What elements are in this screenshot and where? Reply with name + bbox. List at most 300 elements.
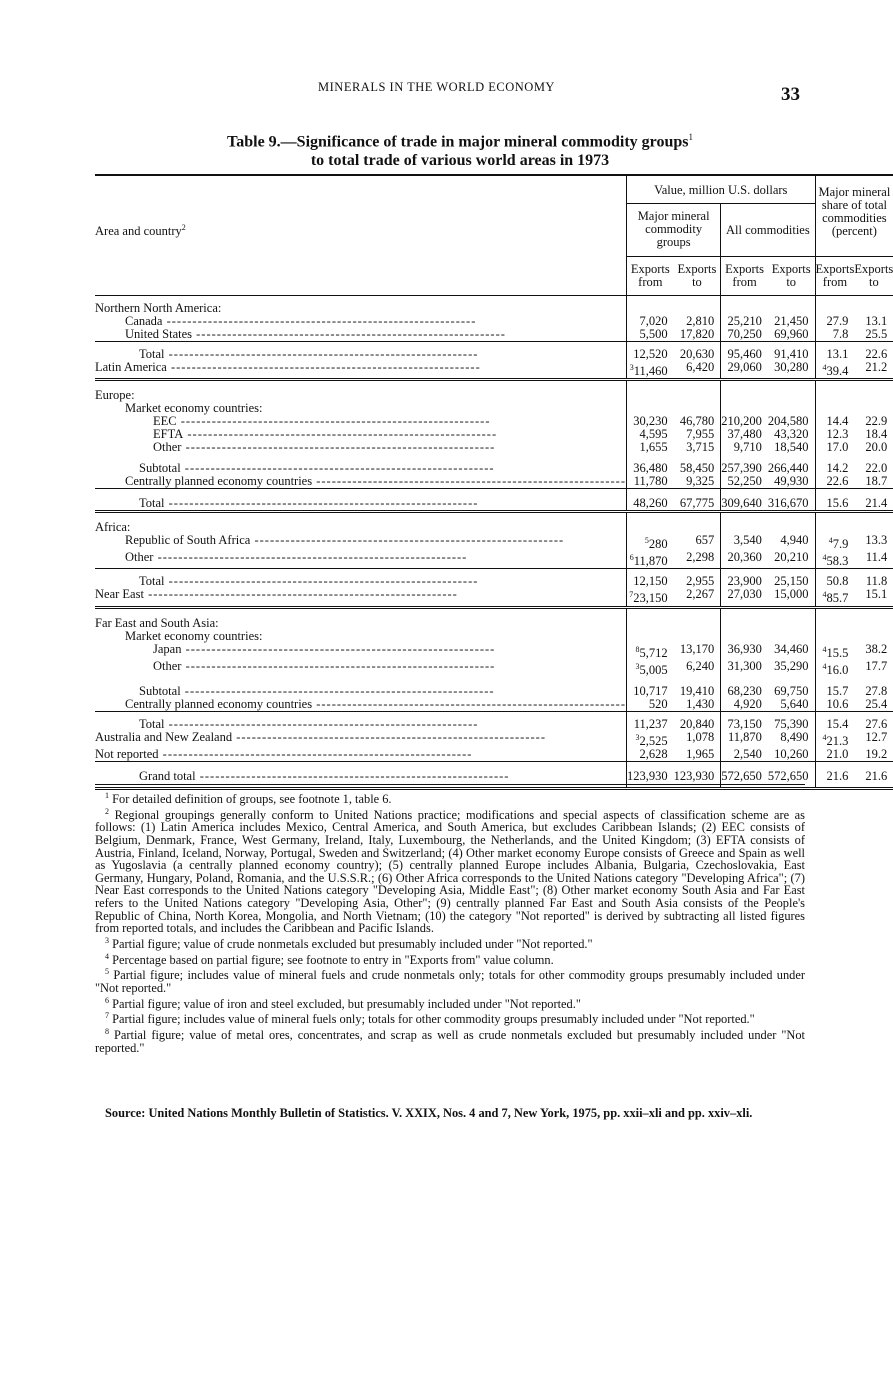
value-cell: 2,540	[721, 748, 768, 762]
value-cell: 1,965	[686, 747, 715, 762]
row-label-text: Other	[153, 658, 182, 673]
value-cell: 30,280	[774, 360, 809, 374]
leader-dots: ------------------------------------------------------------	[180, 461, 495, 476]
value-cell	[815, 588, 854, 607]
value-cell: 11.8	[854, 569, 893, 589]
value-text: 7.9	[832, 537, 849, 552]
value-text: 2,525	[639, 734, 668, 749]
value-cell: 6,420	[686, 360, 715, 374]
value-cell	[815, 534, 854, 551]
row-label	[95, 361, 627, 380]
value-cell: 13.1	[865, 314, 888, 328]
value-cell: 29,060	[721, 361, 768, 380]
value-text: 23,150	[633, 591, 668, 606]
row-label	[95, 328, 627, 342]
page-number: 33	[781, 84, 800, 105]
exports-from-header: Exports from	[721, 257, 768, 296]
empty-cell	[721, 512, 768, 535]
table-row	[95, 551, 893, 569]
exports-to-header: Exports to	[854, 262, 893, 289]
value-cell: 10,717	[627, 677, 674, 698]
leader-dots: ------------------------------------------------------------	[181, 641, 496, 656]
value-cell: 37,480	[721, 428, 768, 441]
value-text: 85.7	[826, 591, 849, 606]
value-text: 280	[648, 537, 668, 552]
value-cell	[627, 643, 674, 660]
table-row	[95, 489, 893, 512]
leader-dots: ------------------------------------------------------------	[164, 496, 479, 511]
table-row	[95, 731, 893, 748]
value-cell: 12.3	[815, 428, 854, 441]
value-cell	[815, 551, 854, 569]
value-cell: 15.6	[815, 489, 854, 512]
value-cell: 20,840	[674, 711, 721, 731]
value-cell: 27.8	[865, 683, 888, 698]
value-cell: 7.8	[815, 328, 854, 342]
value-cell: 4,595	[627, 428, 674, 441]
value-cell: 266,440	[767, 461, 809, 476]
row-label-text: Canada	[125, 314, 163, 328]
value-cell	[627, 731, 674, 748]
footnote-ref: 4	[822, 661, 827, 671]
row-label	[95, 731, 627, 748]
leader-dots: ------------------------------------------------------------	[181, 658, 496, 673]
value-cell: 22.9	[865, 414, 888, 429]
empty-cell	[768, 630, 815, 643]
value-cell: 520	[627, 698, 674, 712]
footnote-ref: 5	[644, 536, 649, 546]
row-label	[95, 660, 627, 677]
value-cell: 204,580	[767, 414, 809, 429]
row-label-text: Grand total	[139, 769, 196, 784]
value-text: 58.3	[826, 554, 849, 569]
exports-from-header: Exports from	[815, 257, 854, 296]
table-row	[95, 534, 893, 551]
empty-cell	[627, 630, 674, 643]
value-cell: 36,480	[627, 454, 674, 475]
value-cell: 20,630	[674, 342, 721, 362]
footnote-number: 8	[105, 1026, 109, 1036]
row-label-text: Total	[139, 496, 165, 511]
value-cell: 23,900	[721, 569, 768, 589]
footnote-text: Partial figure; value of crude nonmetals excluded but presumably included under "Not reported."	[112, 936, 593, 951]
share-header: Major mineral share of total commodities (percent)	[815, 175, 893, 257]
value-text: 5,005	[639, 662, 668, 677]
value-cell: 15.4	[815, 711, 854, 731]
empty-cell	[768, 512, 815, 535]
row-label	[95, 441, 627, 454]
row-label-text: Centrally planned economy countries	[125, 696, 313, 711]
footnote-number: 3	[105, 935, 109, 945]
empty-cell	[627, 512, 674, 535]
value-text: 21.3	[826, 734, 849, 749]
value-cell: 27.9	[815, 315, 854, 328]
value-cell: 48,260	[627, 489, 674, 512]
value-cell: 27.6	[854, 711, 893, 731]
row-label	[95, 748, 627, 762]
table-row	[95, 711, 893, 731]
empty-cell	[627, 296, 674, 316]
table-row	[95, 441, 893, 454]
table-row	[95, 643, 893, 660]
section-heading-row	[95, 296, 893, 316]
footnote-number: 1	[105, 791, 109, 800]
row-label-text: Not reported	[95, 747, 159, 762]
value-cell: 10,260	[774, 747, 809, 762]
row-label-text: Other	[125, 550, 154, 565]
value-cell: 25,210	[721, 315, 768, 328]
value-cell: 9,325	[686, 474, 715, 489]
value-cell: 13,170	[679, 641, 715, 656]
footnote	[95, 1026, 805, 1054]
empty-cell	[854, 512, 893, 535]
exports-to-header: Exports to	[771, 262, 811, 289]
value-cell: 31,300	[721, 660, 768, 677]
empty-cell	[854, 296, 893, 316]
table-title-line1: Table 9.—Significance of trade in major mineral commodity groups	[227, 133, 689, 151]
value-cell	[627, 588, 674, 607]
footnote-text: Percentage based on partial figure; see footnote to entry in "Exports from" value column.	[112, 952, 554, 967]
value-cell: 58,450	[679, 461, 715, 476]
section-heading-row	[95, 512, 893, 535]
value-cell: 67,775	[674, 489, 721, 512]
empty-cell	[854, 380, 893, 403]
empty-cell	[815, 296, 854, 316]
footnote-ref: 7	[629, 590, 634, 600]
empty-cell	[721, 380, 768, 403]
leader-dots: ------------------------------------------------------------	[176, 414, 491, 429]
value-cell: 123,930	[627, 762, 674, 789]
table-row	[95, 342, 893, 362]
empty-cell	[815, 607, 854, 630]
value-cell: 22.6	[854, 342, 893, 362]
exports-from-header: Exports from	[627, 257, 674, 296]
value-cell: 15,000	[774, 587, 809, 602]
leader-dots: ------------------------------------------------------------	[162, 314, 477, 328]
row-label-text: Total	[139, 347, 165, 361]
footnote-ref: 4	[822, 732, 827, 742]
row-label-text: Subtotal	[139, 683, 181, 698]
value-cell: 15.7	[815, 677, 854, 698]
leader-dots: ------------------------------------------------------------	[250, 533, 565, 548]
section-heading: Market economy countries:	[125, 401, 263, 416]
footnote-text: Partial figure; includes value of mineral fuels and crude nonmetals only; totals for other commodity groups presumably included under "Not reported."	[95, 968, 805, 995]
footnote-text: Partial figure; value of iron and steel excluded, but presumably included under "Not reported."	[112, 996, 581, 1011]
value-cell: 13.3	[865, 533, 888, 548]
value-cell: 13.1	[815, 342, 854, 362]
value-cell: 2,298	[686, 550, 715, 565]
running-head: MINERALS IN THE WORLD ECONOMY	[318, 80, 555, 94]
value-cell: 2,955	[674, 569, 721, 589]
value-text: 16.0	[826, 662, 849, 677]
row-label	[95, 569, 627, 589]
value-cell: 21.6	[815, 762, 854, 789]
value-cell: 25,150	[768, 569, 815, 589]
footnote	[95, 935, 805, 951]
value-cell: 35,290	[774, 658, 809, 673]
row-label-text: Latin America	[95, 360, 167, 374]
value-cell: 22.0	[865, 461, 888, 476]
value-cell: 18,540	[774, 440, 809, 455]
empty-cell	[768, 380, 815, 403]
footnote-text: Regional groupings generally conform to United Nations practice; modifications and special aspects of classification scheme are as follows: (1) Latin America includes Mexico, Central America, and South America, but excludes Caribbean Islands; (2) EEC consists of Belgium, Denmark, France, West Germany, Ireland, Italy, Luxembourg, the Netherlands, and the United Kingdom; (3) EFTA consists of Austria, Finland, Iceland, Norway, Portugal, Sweden and Switzerland; (4) Other market economy Europe consists of Greece and Spain as well as Yugoslavia (a centrally planned economy country); (5) centrally planned Europe includes Albania, Bulgaria, Czechoslovakia, East Germany, Hungary, Poland, Romania, and the U.S.S.R.; (6) Other Africa corresponds to the United Nations category "Developing Africa"; (7) Near East corresponds to the United Nations category "Developing Asia, Middle East"; (8) Other market economy South Asia and Far East refers to the United Nations category "Developing Asia, Other"; (9) centrally planned Far East and South Asia consists of the People's Republic of China, North Korea, Mongolia, and North Vietnam; (10) the category "Not reported" is derived by subtracting all listed figures from reported totals, and includes the Caribbean and Pacific Islands.	[95, 807, 805, 936]
leader-dots: ------------------------------------------------------------	[164, 716, 479, 731]
table-row	[95, 361, 893, 380]
row-label-text: Total	[139, 574, 165, 589]
value-text: 11,460	[633, 364, 668, 379]
value-text: 5,712	[639, 645, 668, 660]
leader-dots: ------------------------------------------------------------	[153, 550, 468, 565]
row-label	[95, 489, 627, 512]
title-footnote-ref: 1	[688, 132, 693, 142]
row-label	[95, 643, 627, 660]
value-cell: 20.0	[865, 440, 888, 455]
leader-dots: ------------------------------------------------------------	[180, 683, 495, 698]
value-cell: 18.4	[865, 427, 888, 442]
leader-dots: ------------------------------------------------------------	[232, 729, 546, 744]
value-cell: 4,940	[780, 533, 809, 548]
value-cell	[815, 643, 854, 660]
footnote-ref: 3	[635, 732, 640, 742]
value-cell	[627, 660, 674, 677]
section-heading: Africa:	[95, 512, 627, 535]
leader-dots: ------------------------------------------------------------	[192, 327, 506, 341]
row-label-text: Australia and New Zealand	[95, 729, 233, 744]
footnote-text: For detailed definition of groups, see footnote 1, table 6.	[112, 792, 392, 807]
value-cell: 12.7	[865, 729, 888, 744]
value-cell: 91,410	[768, 342, 815, 362]
value-cell: 316,670	[768, 489, 815, 512]
leader-dots: ------------------------------------------------------------	[143, 587, 458, 602]
value-cell: 21.4	[854, 489, 893, 512]
empty-cell	[674, 296, 721, 316]
footnote-ref: 4	[828, 536, 833, 546]
row-label	[95, 454, 627, 475]
footnote-ref: 8	[635, 644, 640, 654]
value-cell: 12,520	[627, 342, 674, 362]
source-note: Source: United Nations Monthly Bulletin of Statistics. V. XXIX, Nos. 4 and 7, New York, 1975, pp. xxii–xli and pp. xxiv–xli.	[105, 1106, 753, 1120]
value-text: 11,870	[633, 554, 668, 569]
value-cell: 20,360	[721, 551, 768, 569]
value-cell: 9,710	[721, 441, 768, 454]
value-cell: 657	[695, 533, 715, 548]
table-header	[95, 175, 893, 296]
value-cell	[815, 361, 854, 380]
footnote-ref: 4	[822, 590, 827, 600]
value-cell: 1,078	[686, 729, 715, 744]
value-cell	[627, 551, 674, 569]
all-commodities-header: All commodities	[721, 204, 815, 257]
footnotes	[95, 790, 805, 1054]
footnote-number: 7	[105, 1011, 109, 1021]
value-cell: 572,650	[768, 762, 815, 789]
footnote-text: Partial figure; value of metal ores, concentrates, and scrap as well as crude nonmetals excluded but presumably included under "Not reported."	[95, 1028, 805, 1055]
value-cell: 75,390	[768, 711, 815, 731]
value-cell: 1,655	[627, 441, 674, 454]
value-cell	[815, 731, 854, 748]
table-row	[95, 748, 893, 762]
row-label	[95, 551, 627, 569]
value-cell: 30,230	[627, 415, 674, 428]
value-cell: 21.0	[815, 748, 854, 762]
table-row	[95, 475, 893, 489]
value-cell: 2,810	[686, 314, 715, 328]
footnote	[95, 966, 805, 994]
value-cell: 25.4	[865, 696, 888, 711]
row-label-text: United States	[125, 327, 193, 341]
value-cell: 11.4	[865, 550, 888, 565]
exports-to-header: Exports to	[677, 262, 717, 289]
value-cell: 572,650	[721, 762, 768, 789]
value-cell: 11,237	[627, 711, 674, 731]
value-header: Value, million U.S. dollars	[627, 175, 816, 204]
value-cell: 52,250	[721, 475, 768, 489]
value-cell: 309,640	[721, 489, 768, 512]
table-row	[95, 328, 893, 342]
value-cell: 5,500	[627, 328, 674, 342]
footnote	[95, 790, 805, 806]
row-label	[95, 698, 627, 712]
value-cell: 3,715	[686, 440, 715, 455]
value-cell: 43,320	[774, 427, 809, 442]
footnote-ref: 4	[822, 553, 827, 563]
value-cell: 11,780	[627, 475, 674, 489]
leader-dots: ------------------------------------------------------------	[158, 747, 473, 762]
value-cell: 14.4	[815, 415, 854, 428]
empty-cell	[674, 380, 721, 403]
section-heading: Market economy countries:	[125, 628, 263, 643]
footnote-number: 4	[105, 951, 109, 961]
value-cell	[815, 660, 854, 677]
value-cell: 15.1	[865, 587, 888, 602]
value-cell: 34,460	[774, 641, 809, 656]
row-label-text: EFTA	[153, 427, 184, 442]
value-cell: 17.7	[865, 658, 888, 673]
value-cell: 2,628	[627, 748, 674, 762]
value-cell: 21.6	[854, 762, 893, 789]
table-row	[95, 698, 893, 712]
row-label	[95, 677, 627, 698]
value-cell: 4,920	[721, 698, 768, 712]
section-heading: Northern North America:	[95, 301, 222, 315]
row-label-text: Total	[139, 716, 165, 731]
value-cell: 21,450	[774, 314, 809, 328]
value-text: 39.4	[826, 364, 849, 379]
table-row	[95, 677, 893, 698]
row-label-text: EEC	[153, 414, 177, 429]
value-cell: 68,230	[721, 677, 768, 698]
value-cell: 12,150	[627, 569, 674, 589]
value-cell: 73,150	[721, 711, 768, 731]
row-label-text: Centrally planned economy countries	[125, 474, 313, 489]
value-cell: 17.0	[815, 441, 854, 454]
value-cell: 5,640	[780, 696, 809, 711]
leader-dots: ------------------------------------------------------------	[166, 360, 481, 374]
value-cell: 70,250	[721, 328, 768, 342]
value-cell: 25.5	[865, 327, 888, 341]
leader-dots: ------------------------------------------------------------	[312, 696, 626, 711]
value-cell: 10.6	[815, 698, 854, 712]
value-cell: 21.2	[865, 360, 888, 374]
empty-cell	[627, 380, 674, 403]
value-cell: 36,930	[721, 643, 768, 660]
empty-cell	[815, 512, 854, 535]
footnote-ref: 6	[629, 553, 634, 563]
footnote	[95, 1010, 805, 1026]
major-groups-header: Major mineral commodity groups	[627, 204, 721, 257]
value-cell: 38.2	[865, 641, 888, 656]
section-heading-row	[95, 607, 893, 630]
value-cell: 14.2	[815, 454, 854, 475]
row-label	[95, 342, 627, 362]
footnote	[95, 995, 805, 1011]
value-cell: 22.6	[815, 475, 854, 489]
row-label-text: Subtotal	[139, 461, 181, 476]
value-cell: 18.7	[865, 474, 888, 489]
row-label	[95, 711, 627, 731]
value-cell: 50.8	[815, 569, 854, 589]
value-cell: 11,870	[721, 731, 768, 748]
row-label	[95, 588, 627, 607]
value-text: 15.5	[826, 645, 849, 660]
value-cell: 17,820	[679, 327, 715, 341]
value-cell: 7,020	[627, 315, 674, 328]
value-cell: 69,750	[774, 683, 809, 698]
value-cell: 49,930	[774, 474, 809, 489]
value-cell: 19,410	[679, 683, 715, 698]
footnote	[95, 806, 805, 935]
value-cell: 8,490	[780, 729, 809, 744]
value-cell: 46,780	[679, 414, 715, 429]
footnote	[95, 951, 805, 967]
row-label	[95, 534, 627, 551]
value-cell: 123,930	[674, 762, 721, 789]
leader-dots: ------------------------------------------------------------	[312, 474, 626, 489]
table-row	[95, 454, 893, 475]
table-body	[95, 296, 893, 789]
footnote-number: 2	[105, 806, 109, 816]
empty-cell	[674, 607, 721, 630]
empty-cell	[627, 607, 674, 630]
footnote-ref: 4	[822, 644, 827, 654]
footnote-rule	[95, 784, 805, 785]
empty-cell	[721, 296, 768, 316]
row-label	[95, 475, 627, 489]
trade-table	[95, 174, 893, 790]
value-cell: 2,267	[686, 587, 715, 602]
footnote-text: Partial figure; includes value of mineral fuels only; totals for other commodity groups presumably included under "Not reported."	[112, 1012, 755, 1027]
row-label-text: Japan	[153, 641, 182, 656]
leader-dots: ------------------------------------------------------------	[195, 769, 510, 784]
footnote-number: 5	[105, 967, 109, 977]
value-cell: 210,200	[721, 415, 768, 428]
leader-dots: ------------------------------------------------------------	[181, 440, 496, 455]
table-title-line2: to total trade of various world areas in 1973	[310, 152, 610, 170]
value-cell	[627, 534, 674, 551]
empty-cell	[674, 512, 721, 535]
value-cell: 19.2	[865, 747, 888, 762]
section-heading: Europe:	[95, 380, 627, 403]
footnote-ref: 3	[635, 661, 640, 671]
value-cell: 257,390	[721, 454, 768, 475]
empty-cell	[854, 630, 893, 643]
empty-cell	[721, 630, 768, 643]
row-label-text: Near East	[95, 587, 144, 602]
footnote-ref: 3	[629, 363, 634, 372]
row-label-text: Other	[153, 440, 182, 455]
value-cell: 20,210	[774, 550, 809, 565]
empty-cell	[815, 380, 854, 403]
